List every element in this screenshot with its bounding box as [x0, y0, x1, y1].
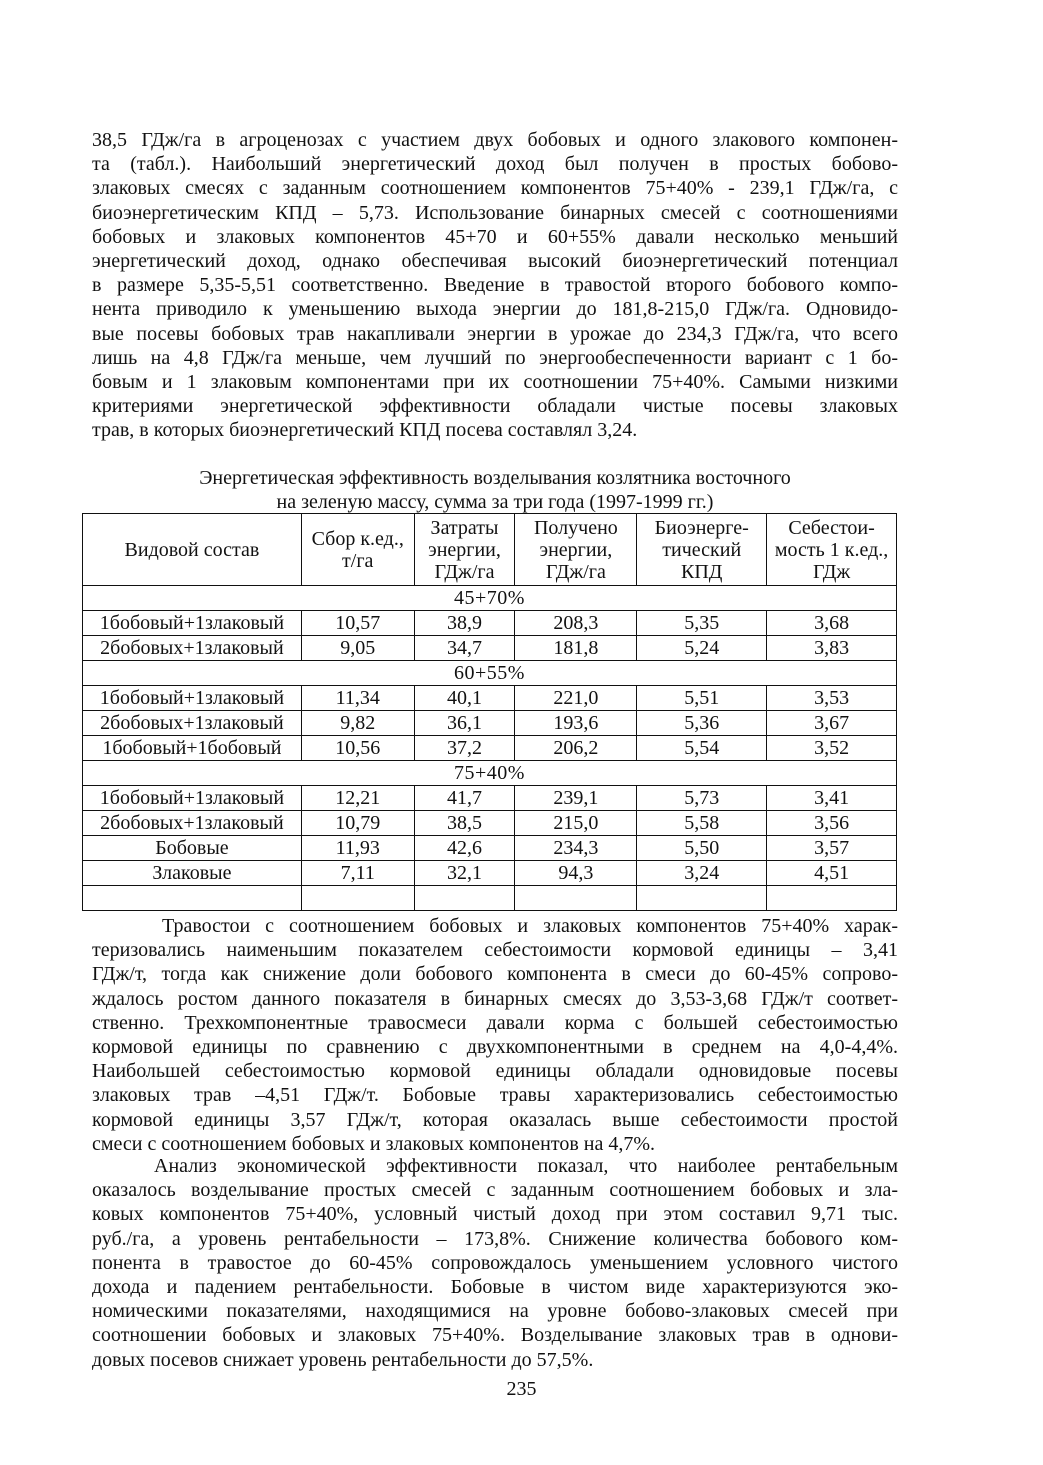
header-unit-cost: Себестои-мость 1 к.ед., ГДж [767, 514, 897, 586]
text-line: довых посевов снижает уровень рентабельности до 57,5%. [92, 1348, 594, 1371]
table-cell: 41,7 [414, 786, 515, 811]
table-cell: 11,34 [301, 686, 414, 711]
text-line: вые посевы бобовых трав накапливали энергии в урожае до 234,3 ГДж/га, что всего [92, 322, 898, 345]
text-line: руб./га, а уровень рентабельности – 173,8%. Снижение количества бобового ком- [92, 1227, 898, 1250]
table-cell: 10,57 [301, 611, 414, 636]
text-line: дохода и падением рентабельности. Бобовые в чистом виде характеризуются эко- [92, 1276, 898, 1299]
table-cell: 1бобовый+1злаковый [83, 611, 302, 636]
text-line: ковых компонентов 75+40%, условный чистый доход при этом составил 9,71 тыс. [92, 1203, 898, 1226]
text-line: ственно. Трехкомпонентные травосмеси давали корма с большей себестоимостью [92, 1011, 898, 1034]
table-row [83, 786, 897, 811]
text-line: энергетический доход, однако обеспечивая высокий биоэнергетический потенциал [92, 250, 898, 273]
table-cell: 5,54 [637, 736, 767, 761]
table-cell: 11,93 [301, 836, 414, 861]
table-row [83, 611, 897, 636]
table-cell: 208,3 [515, 611, 637, 636]
table-cell: 3,67 [767, 711, 897, 736]
header-bioenergy-efficiency: Биоэнерге-тический КПД [637, 514, 767, 586]
table-cell: 12,21 [301, 786, 414, 811]
table-cell: 239,1 [515, 786, 637, 811]
table-cell: 3,24 [637, 861, 767, 886]
page-number: 235 [506, 1378, 537, 1400]
text-line: Наибольшей себестоимостью кормовой единицы обладали одновидовые посевы [92, 1060, 898, 1083]
table-cell [414, 886, 515, 911]
text-line: ждалось ростом данного показателя в бинарных смесях до 3,53-3,68 ГДж/т соответ- [92, 987, 898, 1010]
group-label: 45+70% [83, 586, 897, 611]
table-cell: Злаковые [83, 861, 302, 886]
table-cell: 3,56 [767, 811, 897, 836]
group-label: 60+55% [83, 661, 897, 686]
text-line: ГДж/т, тогда как снижение доли бобового компонента в смеси до 60-45% сопрово- [92, 963, 898, 986]
text-line: нента приводило к уменьшению выхода энергии до 181,8-215,0 ГДж/га. Одновидо- [92, 298, 898, 321]
text-line: 38,5 ГДж/га в агроценозах с участием двух бобовых и одного злакового компонен- [92, 129, 898, 151]
text-line: в размере 5,35-5,51 соответственно. Введение в травостой второго бобового компо- [92, 274, 898, 297]
text-line: Травостои с соотношением бобовых и злаковых компонентов 75+40% харак- [162, 915, 898, 937]
table-cell: 2бобовых+1злаковый [83, 811, 302, 836]
table-cell: 181,8 [515, 636, 637, 661]
table-cell: 5,36 [637, 711, 767, 736]
table-cell [767, 886, 897, 911]
table-cell: 2бобовых+1злаковый [83, 636, 302, 661]
text-line: номическими показателями, находящимися на уровне бобово-злаковых смесей при [92, 1300, 898, 1323]
table-header-row [83, 514, 897, 586]
table-cell: 36,1 [414, 711, 515, 736]
table-cell: 38,5 [414, 811, 515, 836]
text-line: Анализ экономической эффективности показал, что наиболее рентабельным [154, 1155, 898, 1177]
table-row [83, 861, 897, 886]
table-cell: 10,79 [301, 811, 414, 836]
table-cell: 3,68 [767, 611, 897, 636]
table-cell: 5,58 [637, 811, 767, 836]
table-cell: 4,51 [767, 861, 897, 886]
text-line: соотношении бобовых и злаковых 75+40%. Возделывание злаковых трав в однови- [92, 1324, 898, 1347]
header-energy-received: Получено энергии, ГДж/га [515, 514, 637, 586]
text-line: трав, в которых биоэнергетический КПД посева составлял 3,24. [92, 419, 638, 442]
table-cell: 94,3 [515, 861, 637, 886]
table-cell: 34,7 [414, 636, 515, 661]
table-cell: 5,35 [637, 611, 767, 636]
table-cell: 1бобовый+1злаковый [83, 786, 302, 811]
header-yield: Сбор к.ед., т/га [301, 514, 414, 586]
table-cell: 5,73 [637, 786, 767, 811]
table-cell: 1бобовый+1бобовый [83, 736, 302, 761]
text-line: оказалось возделывание простых смесей с заданным соотношением бобовых и зла- [92, 1179, 898, 1202]
text-line: злаковых смесях с заданным соотношением компонентов 75+40% - 239,1 ГДж/га, с [92, 177, 898, 200]
table-cell: 2бобовых+1злаковый [83, 711, 302, 736]
table-cell: 40,1 [414, 686, 515, 711]
table-row [83, 811, 897, 836]
table-cell: 10,56 [301, 736, 414, 761]
group-row [83, 761, 897, 786]
group-row [83, 586, 897, 611]
text-line: бовым и 1 злаковым компонентами при их соотношении 75+40%. Самыми низкими [92, 371, 898, 394]
table-cell: 3,52 [767, 736, 897, 761]
table-cell: 1бобовый+1злаковый [83, 686, 302, 711]
text-line: теризовались наименьшим показателем себестоимости кормовой единицы – 3,41 [92, 939, 898, 962]
group-label: 75+40% [83, 761, 897, 786]
table-cell: 221,0 [515, 686, 637, 711]
text-line: биоэнергетическим КПД – 5,73. Использование бинарных смесей с соотношениями [92, 201, 898, 224]
table-row [83, 686, 897, 711]
text-line: лишь на 4,8 ГДж/га меньше, чем лучший по энергообеспеченности вариант с 1 бо- [92, 346, 898, 369]
table-cell: 38,9 [414, 611, 515, 636]
table-cell [83, 886, 302, 911]
energy-efficiency-table [82, 513, 897, 911]
table-cell: 234,3 [515, 836, 637, 861]
caption-line-1: Энергетическая эффективность возделывания козлятника восточного [199, 467, 791, 489]
header-energy-cost: Затраты энергии, ГДж/га [414, 514, 515, 586]
text-line: кормовой единицы 3,57 ГДж/т, которая оказалась выше себестоимости простой [92, 1108, 898, 1131]
text-line: кормовой единицы по сравнению с двухкомпонентными в среднем на 4,0-4,4%. [92, 1036, 898, 1059]
table-cell [637, 886, 767, 911]
paragraph-2 [92, 914, 898, 1156]
text-line: критериями энергетической эффективности обладали чистые посевы злаковых [92, 395, 898, 418]
table-cell: 32,1 [414, 861, 515, 886]
table-cell: 7,11 [301, 861, 414, 886]
table-cell: 3,41 [767, 786, 897, 811]
paragraph-1 [92, 128, 898, 443]
table-cell [301, 886, 414, 911]
table-row [83, 736, 897, 761]
table-row [83, 886, 897, 911]
text-line: понента в травостое до 60-45% сопровождалось уменьшением условного чистого [92, 1251, 898, 1274]
table-cell: 9,05 [301, 636, 414, 661]
table-cell: 3,53 [767, 686, 897, 711]
table-row [83, 836, 897, 861]
table-caption [92, 466, 898, 514]
table-cell: Бобовые [83, 836, 302, 861]
table-cell: 42,6 [414, 836, 515, 861]
table-cell: 5,24 [637, 636, 767, 661]
text-line: смеси с соотношением бобовых и злаковых компонентов на 4,7%. [92, 1132, 656, 1155]
text-line: та (табл.). Наибольший энергетический доход был получен в простых бобово- [92, 153, 898, 176]
table-row [83, 636, 897, 661]
caption-line-2: на зеленую массу, сумма за три года (1997-1999 гг.) [276, 491, 714, 513]
table-row [83, 711, 897, 736]
table-cell [515, 886, 637, 911]
table-cell: 206,2 [515, 736, 637, 761]
table-cell: 5,50 [637, 836, 767, 861]
paragraph-3 [92, 1154, 898, 1372]
table-cell: 5,51 [637, 686, 767, 711]
table-cell: 3,83 [767, 636, 897, 661]
group-row [83, 661, 897, 686]
table-cell: 37,2 [414, 736, 515, 761]
table-cell: 9,82 [301, 711, 414, 736]
table-cell: 3,57 [767, 836, 897, 861]
table-cell: 215,0 [515, 811, 637, 836]
text-line: злаковых трав –4,51 ГДж/т. Бобовые травы характеризовались себестоимостью [92, 1084, 898, 1107]
text-line: бобовых и злаковых компонентов 45+70 и 60+55% давали несколько меньший [92, 225, 898, 248]
header-species: Видовой состав [83, 514, 302, 586]
table-cell: 193,6 [515, 711, 637, 736]
